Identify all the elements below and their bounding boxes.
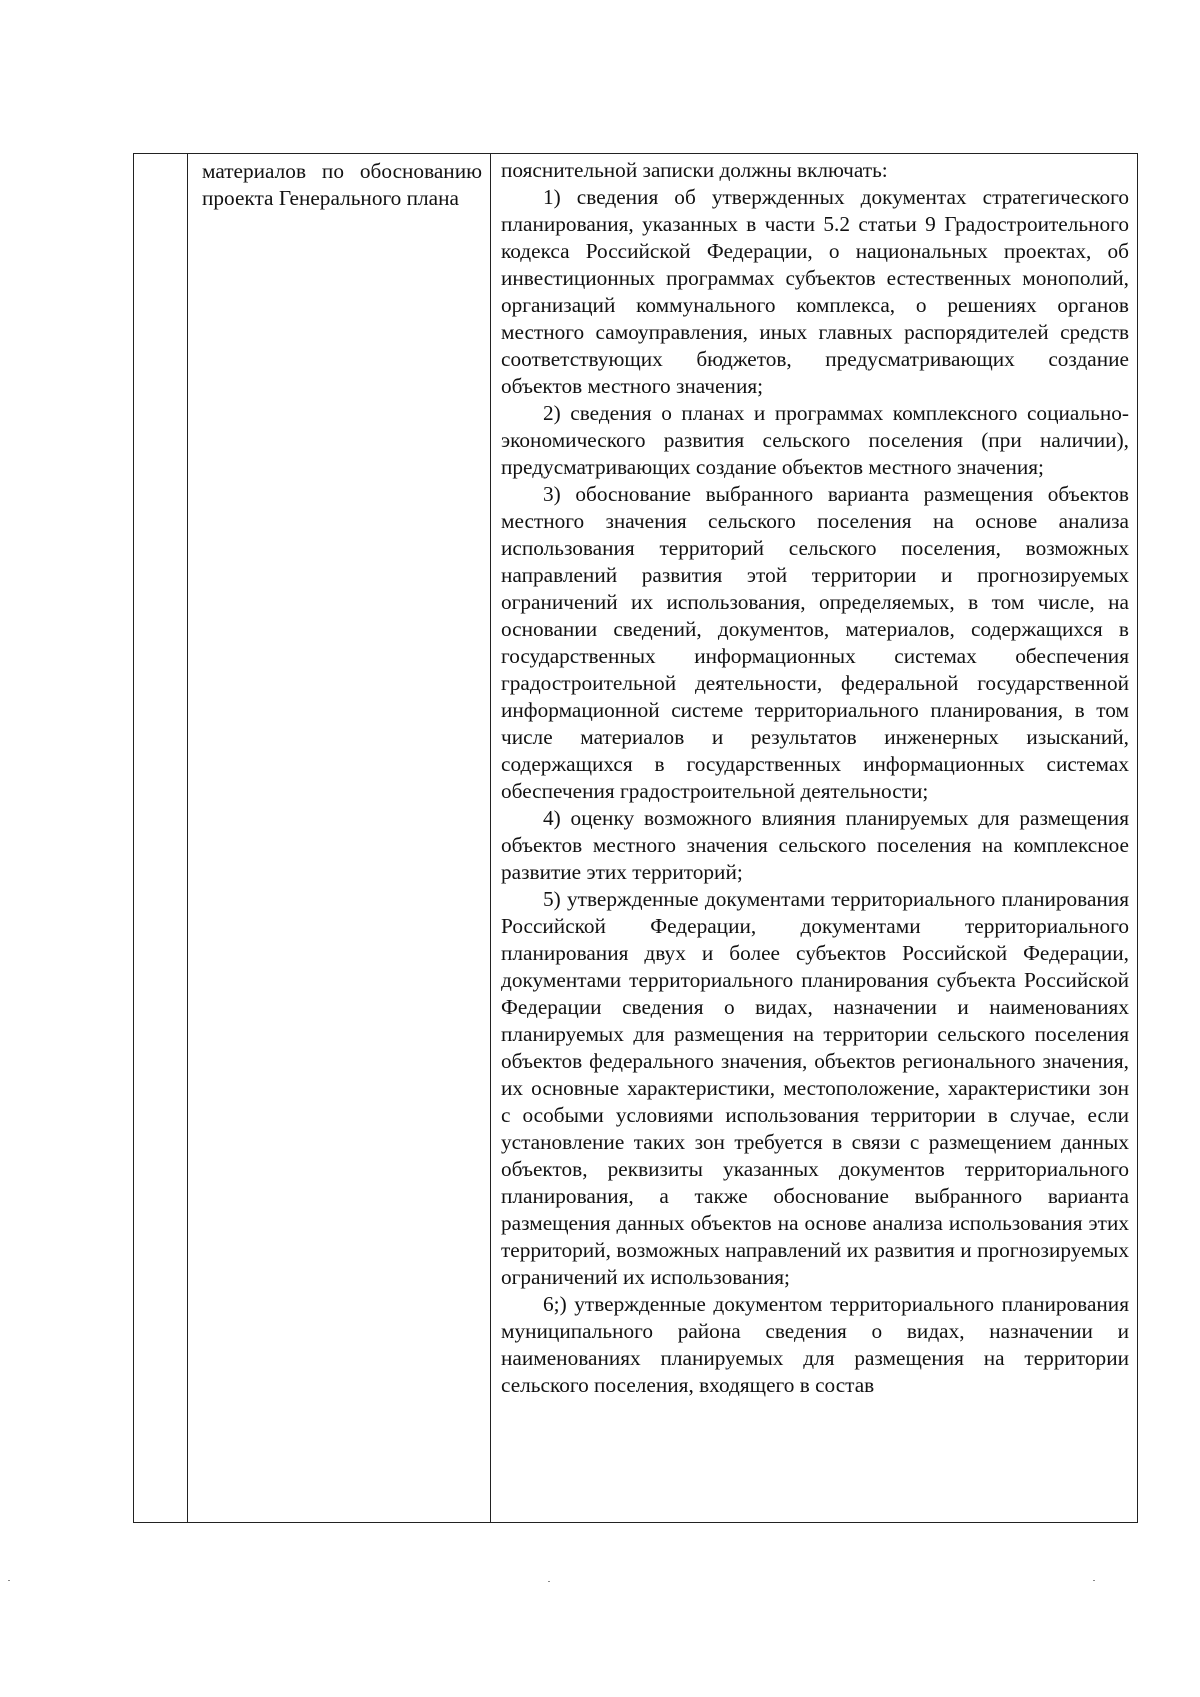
scan-artifact-dot <box>548 1581 550 1582</box>
section-name-text: материалов по обоснованию проекта Генерального плана <box>202 159 482 210</box>
content-item-6: 6;) утвержденные документом территориального планирования муниципального района сведения о видах, назначении и наименованиях планируемых для размещения на территории сельского поселения, входящего в состав <box>501 1292 1129 1397</box>
content-item-1: 1) сведения об утвержденных документах стратегического планирования, указанных в части 5.2 статьи 9 Градостроительного кодекса Российской Федерации, о национальных проектах, об инвестиционных программах субъектов естественных монополий, организаций коммунального комплекса, о решениях органов местного самоуправления, иных главных распорядителей средств соответствующих бюджетов, предусматривающих создание объектов местного значения; <box>501 185 1129 398</box>
content-intro: пояснительной записки должны включать: <box>501 158 888 182</box>
document-table <box>133 153 1138 1523</box>
content-item-2: 2) сведения о планах и программах комплексного социально-экономического развития сельского поселения (при наличии), предусматривающих создание объектов местного значения; <box>501 401 1129 479</box>
content-item-4: 4) оценку возможного влияния планируемых для размещения объектов местного значения сельского поселения на комплексное развитие этих территорий; <box>501 806 1129 884</box>
scan-artifact-dot <box>1093 1580 1095 1581</box>
content-item-5: 5) утвержденные документами территориального планирования Российской Федерации, документами территориального планирования двух и более субъектов Российской Федерации, документами территориального планирования субъекта Российской Федерации сведения о видах, назначении и наименованиях планируемых для размещения на территории сельского поселения объектов федерального значения, объектов регионального значения, их основные характеристики, местоположение, характеристики зон с особыми условиями использования территории в случае, если установление таких зон требуется в связи с размещением данных объектов, реквизиты указанных документов территориального планирования, а также обоснование выбранного варианта размещения данных объектов на основе анализа использования этих территорий, возможных направлений их развития и прогнозируемых ограничений их использования; <box>501 887 1129 1289</box>
row-number-cell <box>134 154 188 1522</box>
scan-artifact-dot <box>8 1580 10 1581</box>
content-item-3: 3) обоснование выбранного варианта размещения объектов местного значения сельского поселения на основе анализа использования территорий сельского поселения, возможных направлений развития этой территории и прогнозируемых ограничений их использования, определяемых, в том числе, на основании сведений, документов, материалов, содержащихся в государственных информационных системах обеспечения градостроительной деятельности, федеральной государственной информационной системе территориального планирования, в том числе материалов и результатов инженерных изысканий, содержащихся в государственных информационных системах обеспечения градостроительной деятельности; <box>501 482 1129 803</box>
section-name-cell <box>188 154 491 1522</box>
section-content-cell <box>491 154 1137 1522</box>
